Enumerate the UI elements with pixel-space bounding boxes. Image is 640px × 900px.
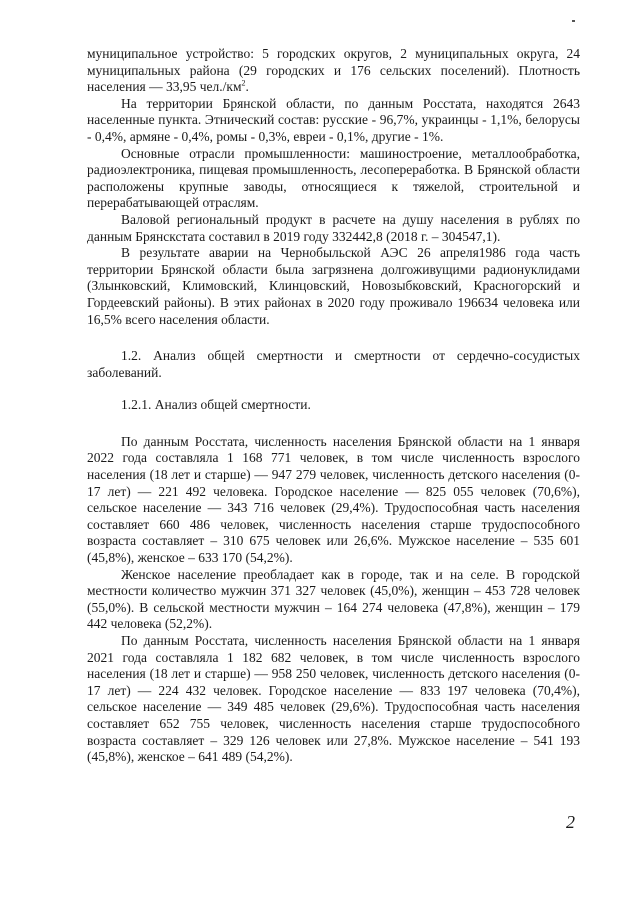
- page-number: 2: [566, 812, 575, 832]
- paragraph-chernobyl: В результате аварии на Чернобыльской АЭС 26 апреля1986 года часть территории Брянской области была загрязнена долгоживущими радионуклидами (Злынковский, Климовский, Клинцовский, Новозыбковский, Красногорский и Гордеевский районы). В этих районах в 2020 году проживало 196634 человека или 16,5% всего населения области.: [87, 245, 580, 327]
- paragraph-population-2022: По данным Росстата, численность населения Брянской области на 1 января 2022 года составляла 1 168 771 человек, в том числе численность взрослого населения (18 лет и старше) — 947 279 человек, численность детского населения (0-17 лет) — 221 492 человека. Городское население — 825 055 человек (70,6%), сельское население — 343 716 человек (29,4%). Трудоспособная часть населения составляет 660 486 человек, численность населения старше трудоспособного возраста составляет – 310 675 человек или 26,6%. Мужское население – 535 601 (45,8%), женское – 633 170 (54,2%).: [87, 433, 580, 566]
- section-heading-1-2: 1.2. Анализ общей смертности и смертности от сердечно-сосудистых заболеваний.: [87, 348, 580, 380]
- paragraph-gender: Женское население преобладает как в городе, так и на селе. В городской местности количество мужчин 371 327 человек (45,0%), женщин – 453 728 человек (55,0%). В сельской местности мужчин – 164 274 человека (47,8%), женщин – 179 442 человека (52,2%).: [87, 566, 580, 632]
- section-heading-1-2-1: 1.2.1. Анализ общей смертности.: [121, 397, 311, 413]
- paragraph-ethnic: На территории Брянской области, по данным Росстата, находятся 2643 населенные пункта. Этнический состав: русские - 96,7%, украинцы - 1,1%, белорусы - 0,4%, армяне - 0,4%, ромы - 0,3%, евреи - 0,1%, другие - 1%.: [87, 95, 580, 144]
- scan-mark: [572, 20, 575, 22]
- paragraph-industry: Основные отрасли промышленности: машиностроение, металлообработка, радиоэлектроника, пищевая промышленность, лесопереработка. В Брянской области расположены крупные заводы, относящиеся к тяжелой, строительной и перерабатывающей отраслям.: [87, 145, 580, 211]
- paragraph-grp: Валовой региональный продукт в расчете на душу населения в рублях по данным Брянскстата составил в 2019 году 332442,8 (2018 г. – 304547,1).: [87, 211, 580, 244]
- paragraph-population-2021: По данным Росстата, численность населения Брянской области на 1 января 2021 года составляла 1 182 682 человек, в том числе численность взрослого населения (18 лет и старше) — 958 250 человек, численность детского населения (0-17 лет) — 224 432 человек. Городское население — 833 197 человека (70,4%), сельское население — 349 485 человек (29,6%). Трудоспособная часть населения составляет 652 755 человек, численность населения старше трудоспособного возраста составляет – 329 126 человек или 27,8%. Мужское население – 541 193 (45,8%), женское – 641 489 (54,2%).: [87, 633, 580, 765]
- paragraph-municipal: муниципальное устройство: 5 городских округов, 2 муниципальных округа, 24 муниципальных района (29 городских и 176 сельских поселений). Плотность населения — 33,95 $чел./км^2$.: [87, 46, 580, 95]
- document-body: [87, 46, 580, 766]
